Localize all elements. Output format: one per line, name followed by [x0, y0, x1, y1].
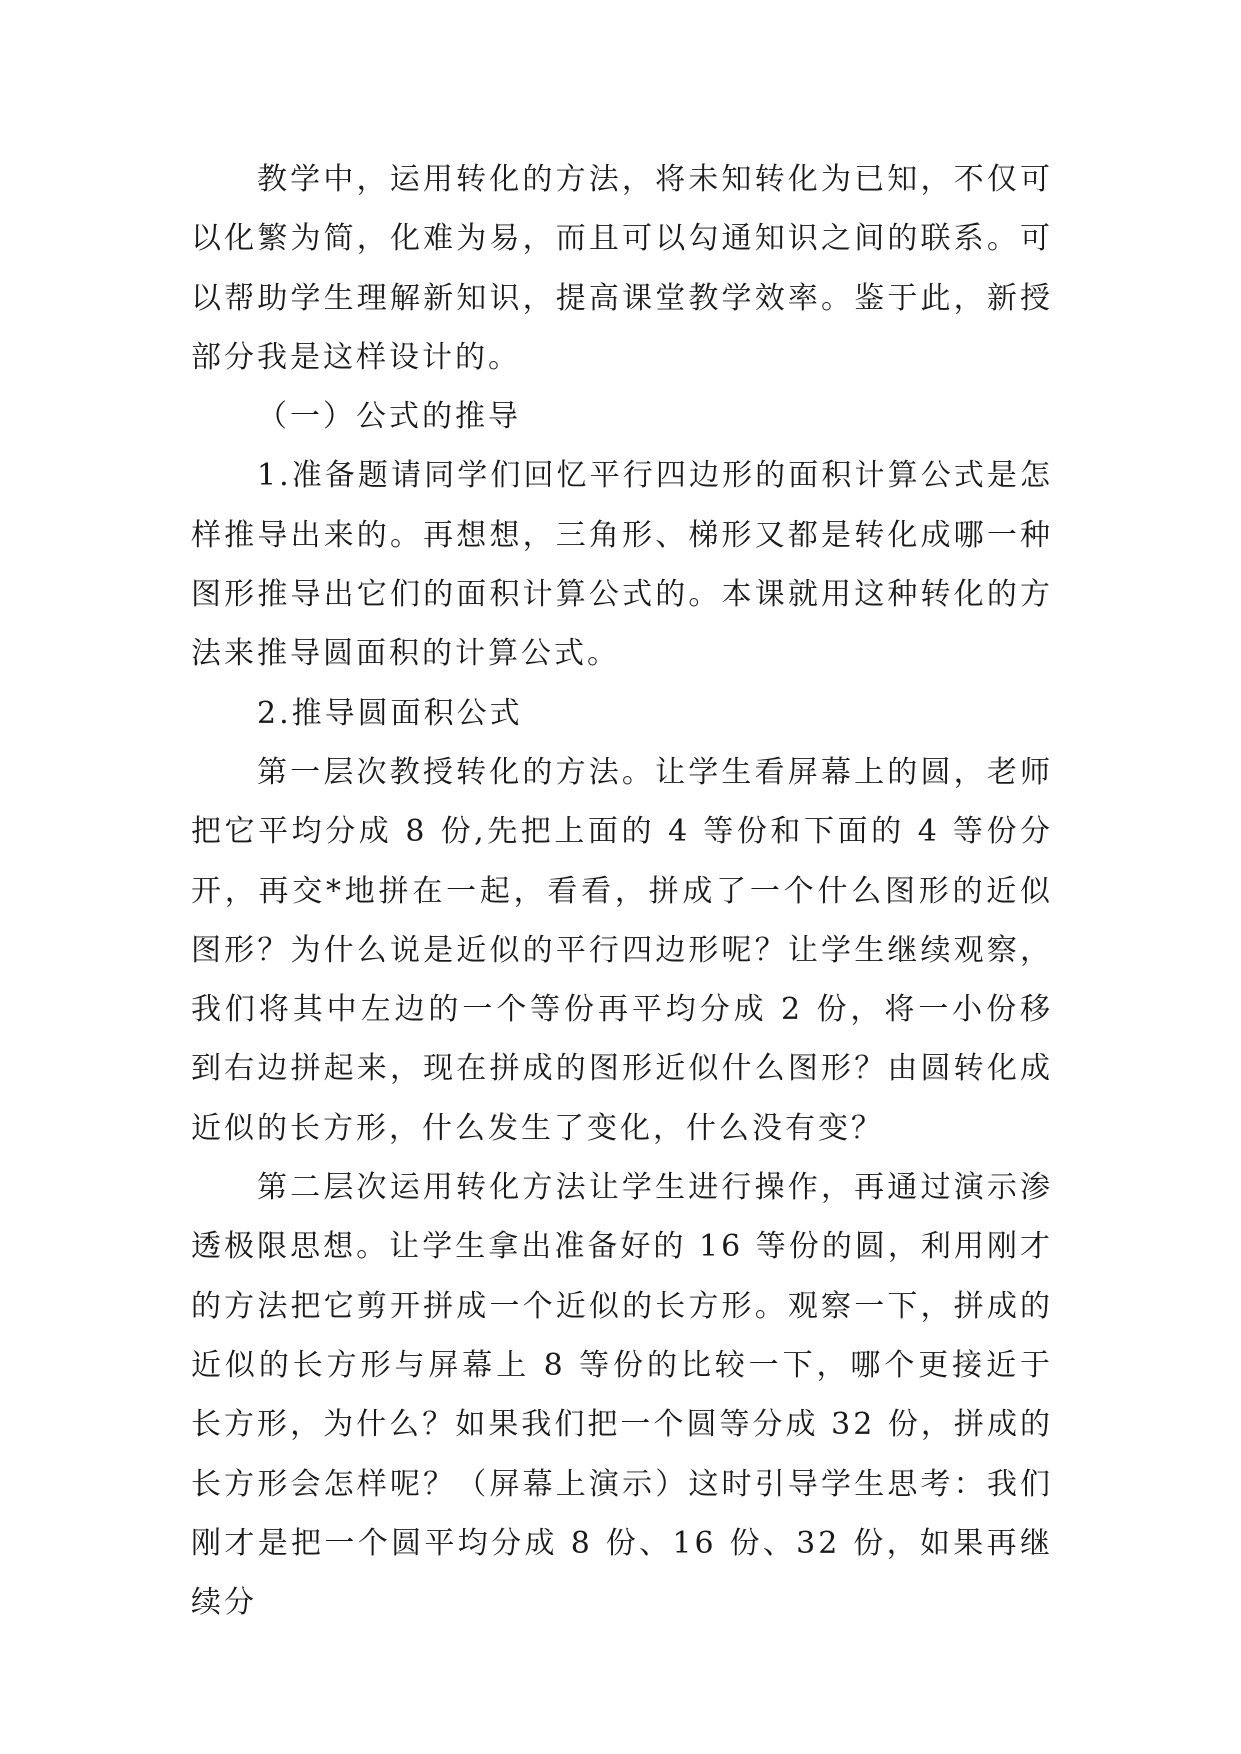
body-text: [191, 150, 1053, 1632]
section-heading-formula-derivation: （一）公式的推导: [257, 399, 521, 435]
subheading-derive-area: 2.推导圆面积公式: [257, 695, 523, 731]
paragraph-level-one: 第一层次教授转化的方法。让学生看屏幕上的圆，老师把它平均分成 8 份,先把上面的 4 等份和下面的 4 等份分开，再交*地拼在一起，看看，拼成了一个什么图形的近似图形？为什么说是近似的平行四边形呢？让学生继续观察，我们将其中左边的一个等份再平均分成 2 份，将一小份移到右边拼起来，现在拼成的图形近似什么图形？由圆转化成近似的长方形，什么发生了变化，什么没有变？: [191, 754, 1053, 1146]
paragraph-preparation: 1.准备题请同学们回忆平行四边形的面积计算公式是怎样推导出来的。再想想，三角形、梯形又都是转化成哪一种图形推导出它们的面积计算公式的。本课就用这种转化的方法来推导圆面积的计算公式。: [191, 458, 1053, 672]
paragraph-intro: 教学中，运用转化的方法，将未知转化为已知，不仅可以化繁为简，化难为易，而且可以勾通知识之间的联系。可以帮助学生理解新知识，提高课堂教学效率。鉴于此，新授部分我是这样设计的。: [191, 162, 1053, 375]
paragraph-level-two: 第二层次运用转化方法让学生进行操作，再通过演示渗透极限思想。让学生拿出准备好的 16 等份的圆，利用刚才的方法把它剪开拼成一个近似的长方形。观察一下，拼成的近似的长方形与屏幕上 8 等份的比较一下，哪个更接近于长方形，为什么？如果我们把一个圆等分成 32 份，拼成的长方形会怎样呢？（屏幕上演示）这时引导学生思考：我们刚才是把一个圆平均分成 8 份、16 份、32 份，如果再继续分: [191, 1170, 1053, 1621]
